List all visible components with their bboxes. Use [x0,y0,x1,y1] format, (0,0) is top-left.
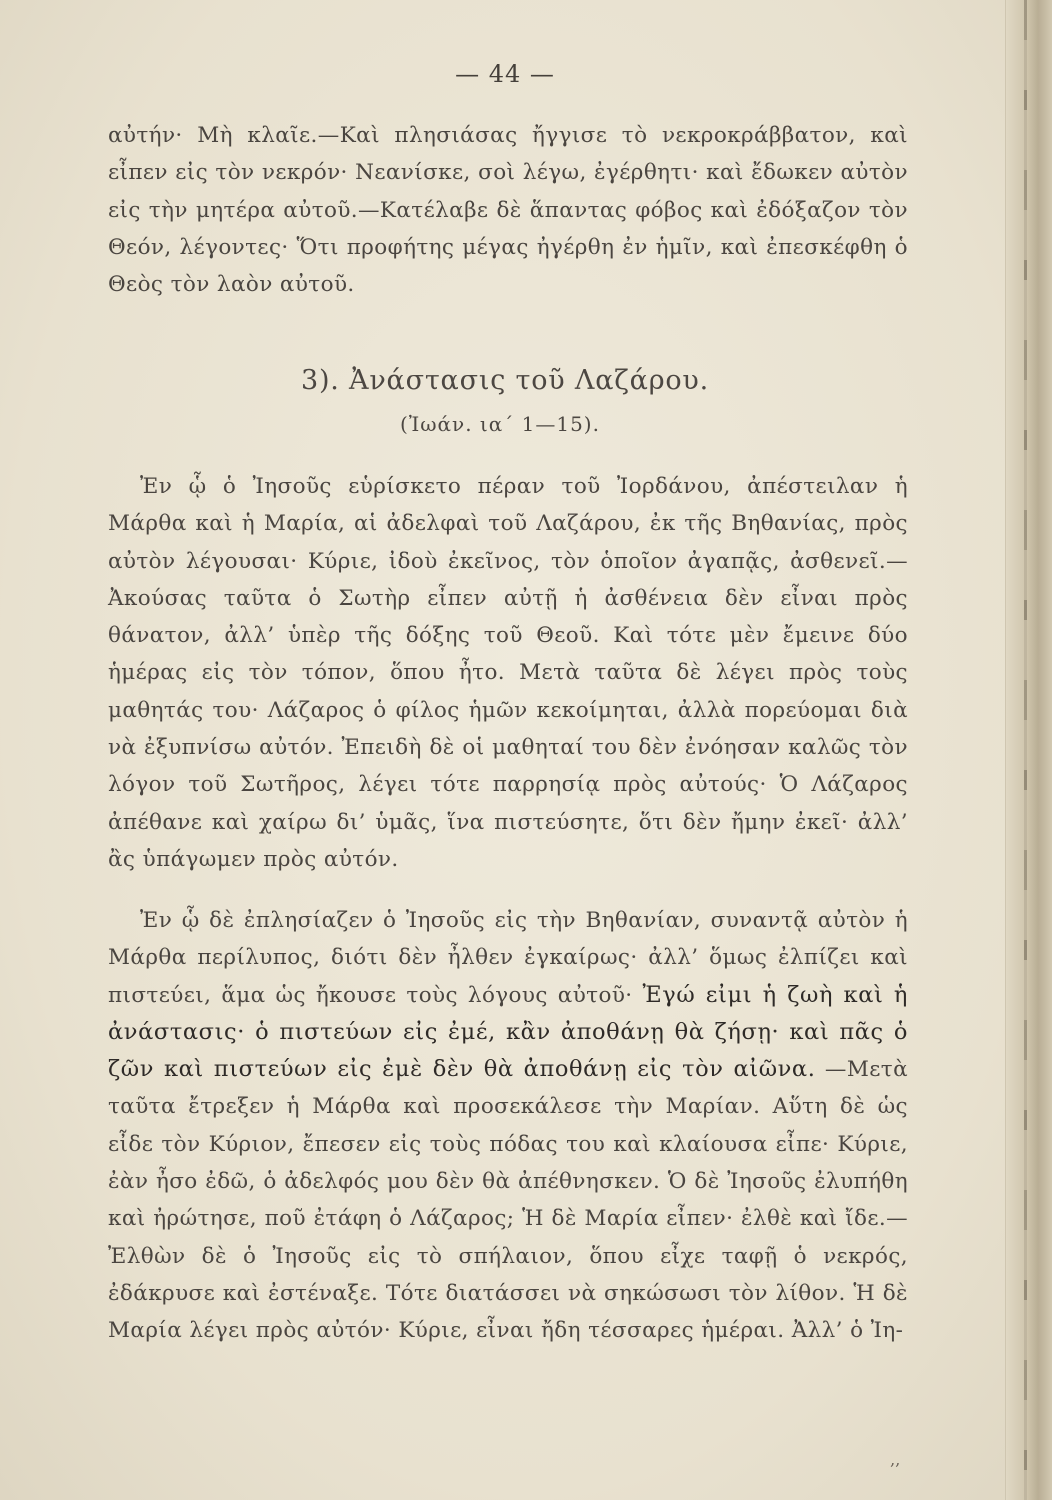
emphasized-quote: Ἐγώ εἰμι ἡ ζωὴ καὶ ἡ ἀνάστασις· ὁ πιστεύων εἰς ἐμέ, κἂν ἀποθάνῃ θὰ ζήσῃ· καὶ πᾶς ὁ ζῶν καὶ πιστεύων εἰς ἐμὲ δὲν θὰ ἀποθάνῃ εἰς τὸν αἰῶνα. [108,981,908,1083]
paragraph-text: —Μετὰ ταῦτα ἔτρεξεν ἡ Μάρθα καὶ προσεκάλεσε τὴν Μαρίαν. Αὕτη δὲ ὡς εἶδε τὸν Κύριον, ἔπεσεν εἰς τοὺς πόδας του καὶ κλαίουσα εἶπε· Κύριε, ἐὰν ἦσο ἐδῶ, ὁ ἀδελφός μου δὲν θὰ ἀπέθνησκεν. Ὁ δὲ Ἰησοῦς ἐλυπήθη καὶ ἠρώτησε, ποῦ ἐτάφη ὁ Λάζαρος; Ἡ δὲ Μαρία εἶπεν· ἐλθὲ καὶ ἴδε.—Ἐλθὼν δὲ ὁ Ἰησοῦς εἰς τὸ σπήλαιον, ὅπου εἶχε ταφῇ ὁ νεκρός, ἐδάκρυσε καὶ ἐστέναξε. Τότε διατάσσει νὰ σηκώσωσι τὸν λίθον. Ἡ δὲ Μαρία λέγει πρὸς αὐτόν· Κύριε, εἶναι ἤδη τέσσαρες ἡμέραι. Ἀλλ’ ὁ Ἰη- [108,1057,908,1344]
paragraph-widow-son [108,117,908,303]
paragraph-text: Ἐν ᾧ δὲ ἐπλησίαζεν ὁ Ἰησοῦς εἰς τὴν Βηθανίαν, συναντᾷ αὐτὸν ἡ Μάρθα περίλυπος, διότι δὲν ἦλθεν ἐγκαίρως· ἀλλ’ ὅμως ἐλπίζει καὶ πιστεύει, ἅμα ὡς ἤκουσε τοὺς λόγους αὐτοῦ· [108,908,908,1008]
paragraph-lazarus-illness [108,468,908,878]
page-number: — 44 — [455,60,555,88]
paragraph-text: αὐτήν· Μὴ κλαῖε.—Καὶ πλησιάσας ἤγγισε τὸ νεκροκράββατον, καὶ εἶπεν εἰς τὸν νεκρόν· Νεανίσκε, σοὶ λέγω, ἐγέρθητι· καὶ ἔδωκεν αὐτὸν εἰς τὴν μητέρα αὐτοῦ.—Κατέλαβε δὲ ἅπαντας φόβος καὶ ἐδόξαζον τὸν Θεόν, λέγοντες· Ὅτι προφήτης μέγας ἠγέρθη ἐν ἡμῖν, καὶ ἐπεσκέφθη ὁ Θεὸς τὸν λαὸν αὐτοῦ. [108,123,908,298]
paragraph-martha-meeting [108,902,908,1350]
footer-mark: ‚‚ [890,1450,901,1469]
section-title: 3). Ἀνάστασις τοῦ Λαζάρου. [300,365,710,396]
section-reference: (Ἰωάν. ια΄ 1—15). [400,412,600,436]
paragraph-text: Ἐν ᾧ ὁ Ἰησοῦς εὑρίσκετο πέραν τοῦ Ἰορδάνου, ἀπέστειλαν ἡ Μάρθα καὶ ἡ Μαρία, αἱ ἀδελφαὶ τοῦ Λαζάρου, ἐκ τῆς Βηθανίας, πρὸς αὐτὸν λέγουσαι· Κύριε, ἰδοὺ ἐκεῖνος, τὸν ὁποῖον ἀγαπᾷς, ἀσθενεῖ.—Ἀκούσας ταῦτα ὁ Σωτὴρ εἶπεν αὐτῇ ἡ ἀσθένεια δὲν εἶναι πρὸς θάνατον, ἀλλ’ ὑπὲρ τῆς δόξης τοῦ Θεοῦ. Καὶ τότε μὲν ἔμεινε δύο ἡμέρας εἰς τὸν τόπον, ὅπου ἦτο. Μετὰ ταῦτα δὲ λέγει πρὸς τοὺς μαθητάς του· Λάζαρος ὁ φίλος ἡμῶν κεκοίμηται, ἀλλὰ πορεύομαι διὰ νὰ ἐξυπνίσω αὐτόν. Ἐπειδὴ δὲ οἱ μαθηταί του δὲν ἐνόησαν καλῶς τὸν λόγον τοῦ Σωτῆρος, λέγει τότε παρρησίᾳ πρὸς αὐτούς· Ὁ Λάζαρος ἀπέθανε καὶ χαίρω δι’ ὑμᾶς, ἵνα πιστεύσητε, ὅτι δὲν ἤμην ἐκεῖ· ἀλλ’ ἂς ὑπάγωμεν πρὸς αὐτόν. [108,474,908,872]
page-edge [1005,0,1052,1500]
